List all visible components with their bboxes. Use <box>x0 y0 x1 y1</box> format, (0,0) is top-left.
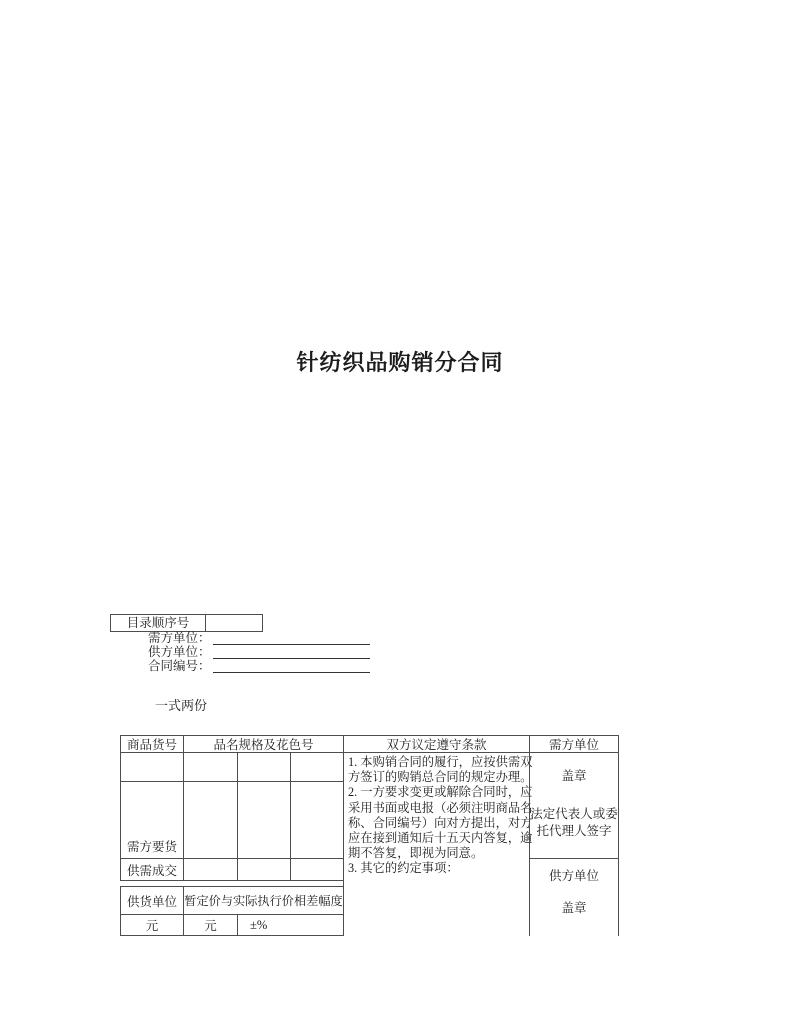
row2-spec-cell-3 <box>290 781 344 859</box>
supplier-seal-label: 盖章 <box>561 901 587 915</box>
contract-table <box>120 735 619 936</box>
header-name-spec: 品名规格及花色号 <box>183 735 344 753</box>
agreed-terms-cell <box>343 752 533 936</box>
terms-line-4: 采用书面或电报（必须注明商品名 <box>348 800 533 815</box>
buyer-unit-value-line <box>213 633 370 645</box>
terms-line-5: 称、合同编号）向对方提出，对方 <box>348 815 533 830</box>
row1-spec-cell-1 <box>183 752 238 782</box>
row1-spec-cell-2 <box>237 752 291 782</box>
row5-yuan-cell-b: 元 <box>183 914 238 936</box>
row1-product-no-cell <box>120 752 184 782</box>
row5-percent-cell: ±% <box>237 914 344 936</box>
supplier-unit-value-line <box>213 647 370 659</box>
contract-number-field <box>148 660 370 673</box>
supplier-unit-field <box>148 646 370 659</box>
supplier-sign-cell <box>529 858 619 936</box>
terms-line-1: 1. 本购销合同的履行，应按供需双 <box>348 755 533 769</box>
buyer-unit-label: 需方单位： <box>148 631 211 645</box>
row1-spec-cell-3 <box>290 752 344 782</box>
row2-spec-cell-2 <box>237 781 291 859</box>
buyer-sign-cell <box>529 752 619 859</box>
header-product-no: 商品货号 <box>120 735 184 753</box>
catalog-order-number-value <box>206 615 262 631</box>
copies-note: 一式两份 <box>155 698 208 713</box>
terms-line-6: 应在接到通知后十五天内答复，逾 <box>348 831 533 846</box>
supplier-sign-unit-label: 供方单位 <box>548 869 599 883</box>
row3-spec-cell-3 <box>290 858 344 881</box>
contract-number-label: 合同编号： <box>148 659 211 673</box>
row3-spec-cell-2 <box>237 858 291 881</box>
page-title: 针纺织品购销分合同 <box>296 350 504 375</box>
row4-supplier-unit-cell: 供货单位 <box>120 886 184 915</box>
terms-line-3: 2. 一方要求变更或解除合同时，应 <box>348 785 533 800</box>
row2-spec-cell-1 <box>183 781 238 859</box>
buyer-signer-label: 法定代表人或委托代理人签字 <box>530 807 618 838</box>
terms-line-2: 方签订的购销总合同的规定办理。 <box>348 770 533 785</box>
row3-supply-deal-cell: 供需成交 <box>120 858 184 881</box>
row4-price-diff-cell: 暂定价与实际执行价相差幅度 <box>183 886 344 915</box>
terms-line-7: 期不答复，即视为同意。 <box>348 846 484 861</box>
header-agreed-terms: 双方议定遵守条款 <box>343 735 530 753</box>
catalog-order-number-label: 目录顺序号 <box>111 615 206 631</box>
header-buyer-unit: 需方单位 <box>529 735 619 753</box>
buyer-seal-label: 盖章 <box>561 769 587 783</box>
catalog-order-number-box <box>110 614 263 632</box>
contract-number-value-line <box>213 661 370 673</box>
row3-spec-cell-1 <box>183 858 238 881</box>
terms-line-8: 3. 其它的约定事项： <box>348 861 459 876</box>
buyer-unit-field <box>148 632 370 645</box>
row2-buyer-demand-cell: 需方要货 <box>120 781 184 859</box>
row5-yuan-cell-a: 元 <box>120 914 184 936</box>
supplier-unit-label: 供方单位： <box>148 645 211 659</box>
